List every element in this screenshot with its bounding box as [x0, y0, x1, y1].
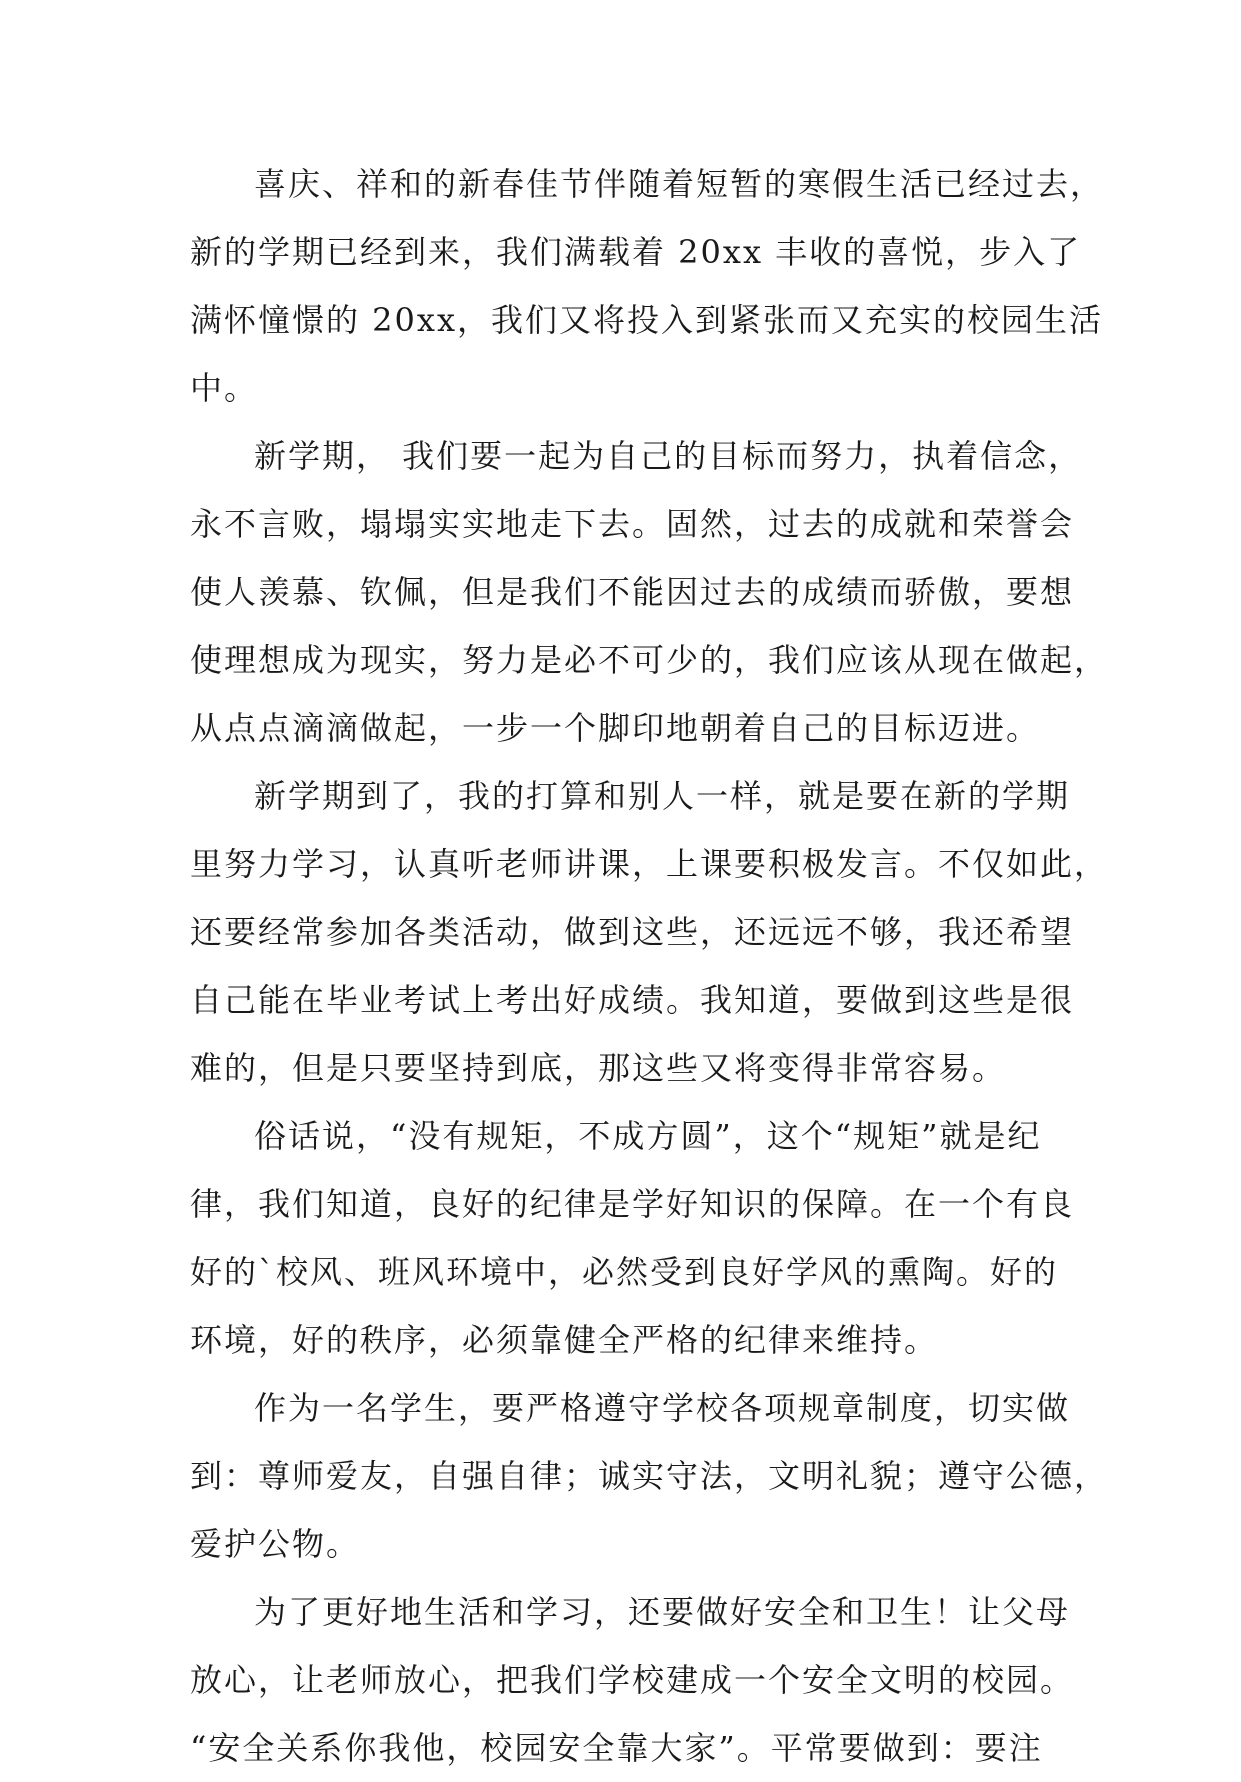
text-line: 满怀憧憬的 20xx，我们又将投入到紧张而又充实的校园生活 — [190, 301, 1103, 339]
text-line: 新学期到了，我的打算和别人一样，就是要在新的学期 — [254, 777, 1071, 815]
text-line: 还要经常参加各类活动，做到这些，还远远不够，我还希望 — [190, 913, 1075, 951]
text-line: 新的学期已经到来，我们满载着 20xx 丰收的喜悦，步入了 — [190, 233, 1082, 271]
text-line: 永不言败，塌塌实实地走下去。固然，过去的成就和荣誉会 — [190, 505, 1075, 543]
text-line: 自己能在毕业考试上考出好成绩。我知道，要做到这些是很 — [190, 981, 1075, 1019]
text-line: 喜庆、祥和的新春佳节伴随着短暂的寒假生活已经过去， — [254, 165, 1105, 203]
text-line: 使理想成为现实，努力是必不可少的，我们应该从现在做起， — [190, 641, 1109, 679]
text-line: “安全关系你我他，校园安全靠大家”。平常要做到：要注 — [190, 1729, 1043, 1767]
text-line: 新学期， 我们要一起为自己的目标而努力，执着信念， — [254, 437, 1083, 475]
document-body — [190, 150, 1109, 1782]
text-line: 里努力学习，认真听老师讲课，上课要积极发言。不仅如此， — [190, 845, 1109, 883]
text-line: 环境，好的秩序，必须靠健全严格的纪律来维持。 — [190, 1321, 939, 1359]
text-line: 俗话说，“没有规矩，不成方圆”，这个“规矩”就是纪 — [254, 1117, 1042, 1155]
text-line: 作为一名学生，要严格遵守学校各项规章制度，切实做 — [254, 1389, 1071, 1427]
text-line: 中。 — [190, 369, 259, 407]
text-line: 为了更好地生活和学习，还要做好安全和卫生！让父母 — [254, 1593, 1071, 1631]
text-line: 律，我们知道，良好的纪律是学好知识的保障。在一个有良 — [190, 1185, 1075, 1223]
text-line: 使人羡慕、钦佩，但是我们不能因过去的成绩而骄傲，要想 — [190, 573, 1075, 611]
text-line: 从点点滴滴做起，一步一个脚印地朝着自己的目标迈进。 — [190, 709, 1041, 747]
text-line: 放心，让老师放心，把我们学校建成一个安全文明的校园。 — [190, 1661, 1075, 1699]
text-line: 好的`校风、班风环境中，必然受到良好学风的熏陶。好的 — [190, 1253, 1059, 1291]
text-line: 难的，但是只要坚持到底，那这些又将变得非常容易。 — [190, 1049, 1007, 1087]
text-line: 爱护公物。 — [190, 1525, 361, 1563]
text-line: 到：尊师爱友，自强自律；诚实守法，文明礼貌；遵守公德， — [190, 1457, 1109, 1495]
